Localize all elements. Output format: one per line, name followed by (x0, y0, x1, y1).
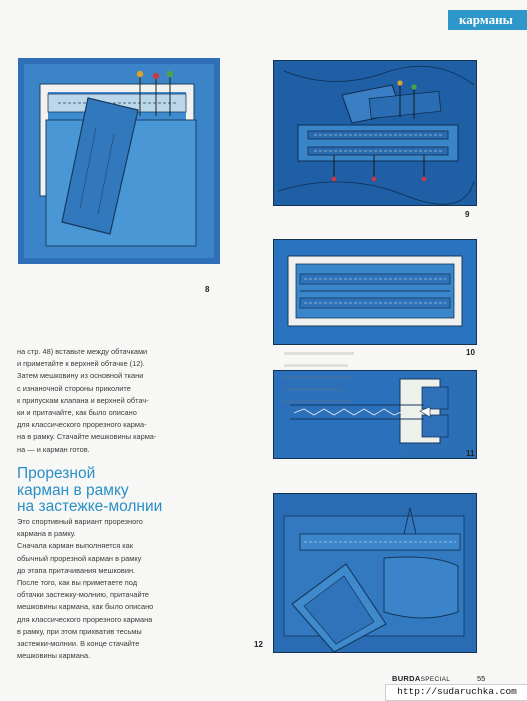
text-line: для классического прорезного кармана (17, 614, 153, 624)
figure-12-number: 12 (254, 640, 263, 649)
text-line: на в рамку. Стачайте мешковины карма- (17, 432, 157, 442)
figure-11-number: 11 (466, 449, 475, 458)
section-heading (17, 466, 197, 516)
magazine-suffix: SPECIAL (420, 676, 451, 683)
text-line: и приметайте к верхней обтачке (12). (17, 359, 145, 369)
show-through-text (284, 352, 354, 432)
text-line: обычный прорезной карман в рамку (17, 553, 142, 563)
text-line: на — и карман готов. (17, 444, 90, 454)
text-line: с изнаночной стороны приколите (17, 383, 131, 393)
section-title: карманы (459, 12, 513, 27)
text-line: кармана в рамку. (17, 529, 76, 539)
text-line: в рамку, при этом прихватив тесьмы (17, 626, 142, 636)
heading-line: карман в рамку (17, 481, 129, 499)
heading-line: Прорезной (17, 465, 96, 482)
text-line: мешковины кармана, как было описано (17, 602, 154, 612)
text-line: Это спортивный вариант прорезного (17, 517, 143, 526)
page-number: 55 (477, 674, 486, 683)
text-line: на стр. 48) вставьте между обтачками (17, 347, 148, 356)
figure-9-number: 9 (465, 210, 470, 219)
figure-10-number: 10 (466, 348, 475, 357)
figure-8-number: 8 (205, 285, 210, 294)
text-line: Затем мешковину из основной ткани (17, 371, 144, 381)
intro-paragraph (17, 346, 202, 456)
text-line: для классического прорезного карма- (17, 420, 147, 430)
figure-9-illustration (273, 60, 477, 206)
text-line: обтачки застежку-молнию, притачайте (17, 590, 149, 600)
watermark-url: http://sudaruchka.com (385, 684, 527, 701)
text-line: застежки-молнии. В конце стачайте (17, 639, 140, 649)
text-line: к припускам клапана и верхней обтач- (17, 395, 149, 405)
magazine-brand: BURDA (392, 674, 421, 683)
text-line: ки и притачайте, как было описано (17, 408, 137, 418)
footer-magazine-name (392, 674, 450, 683)
heading-line: на застежке-молнии (17, 498, 163, 515)
text-line: После того, как вы приметаете под (17, 578, 138, 588)
text-line: Сначала карман выполняется как (17, 541, 133, 551)
text-line: до этапа притачивания мешковин. (17, 565, 136, 575)
body-paragraph (17, 516, 202, 662)
figure-8-illustration (18, 58, 220, 264)
figure-12-illustration (273, 493, 477, 653)
text-line: мешковины кармана. (17, 651, 91, 661)
figure-10-illustration (273, 239, 477, 345)
section-banner (448, 10, 527, 30)
